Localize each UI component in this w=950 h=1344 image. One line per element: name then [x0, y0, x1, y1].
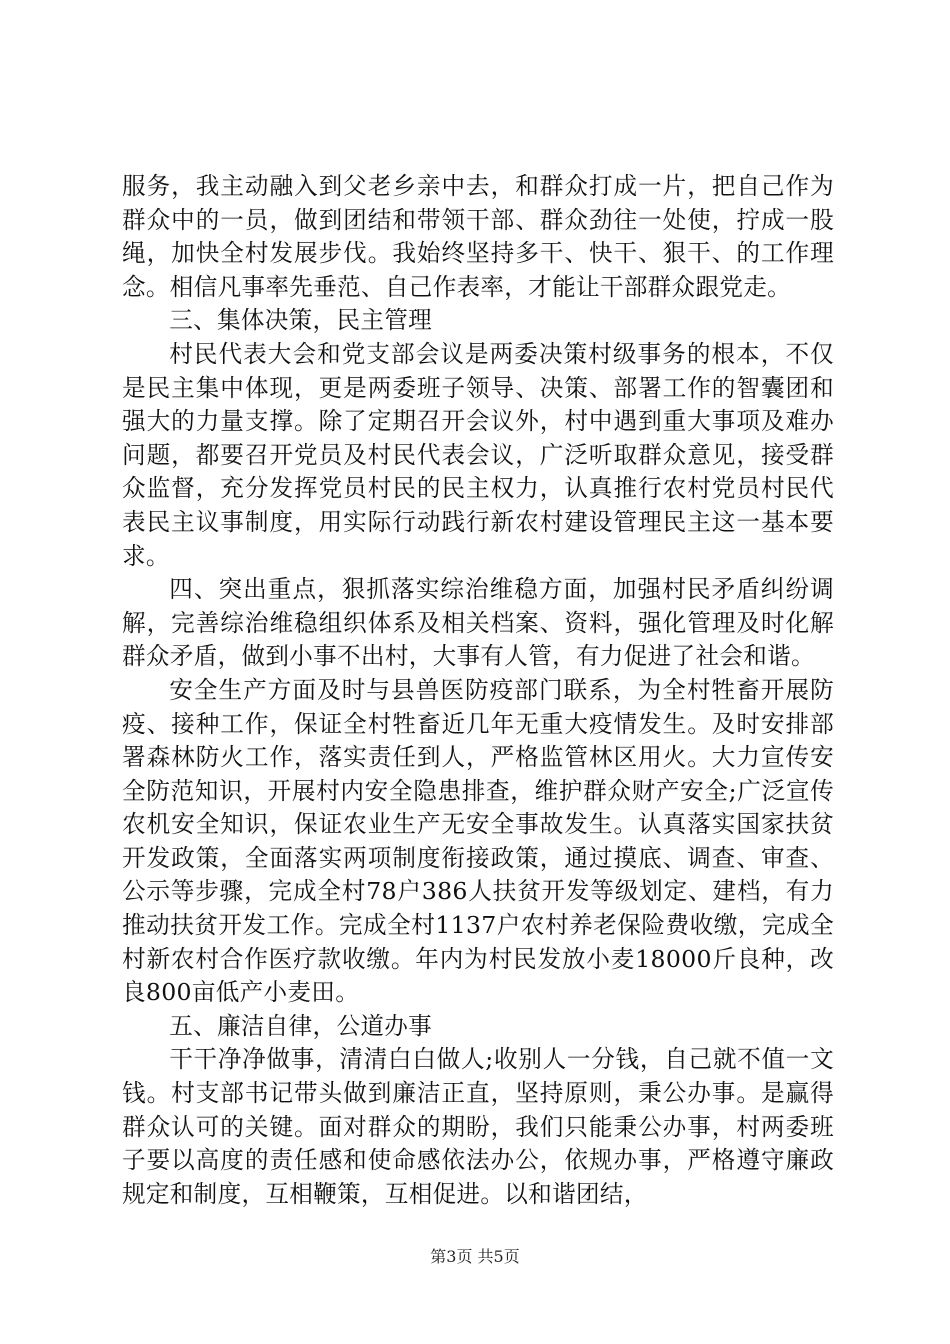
- paragraph: 安全生产方面及时与县兽医防疫部门联系，为全村牲畜开展防疫、接种工作，保证全村牲畜近几年无重大疫情发生。及时安排部署森林防火工作，落实责任到人，严格监管林区用火。大力宣传安全防范知识，开展村内安全隐患排查，维护群众财产安全;广泛宣传农机安全知识，保证农业生产无安全事故发生。认真落实国家扶贫开发政策，全面落实两项制度衔接政策，通过摸底、调查、审查、公示等步骤，完成全村78户386人扶贫开发等级划定、建档，有力推动扶贫开发工作。完成全村1137户农村养老保险费收缴，完成全村新农村合作医疗款收缴。年内为村民发放小麦18000斤良种，改良800亩低产小麦田。: [122, 675, 834, 1007]
- section-heading: 五、廉洁自律，公道办事: [169, 1011, 433, 1040]
- paragraph: 干干净净做事，清清白白做人;收别人一分钱，自己就不值一文钱。村支部书记带头做到廉洁正直，坚持原则，秉公办事。是赢得群众认可的关键。面对群众的期盼，我们只能秉公办事，村两委班子要以高度的责任感和使命感依法办公，依规办事，严格遵守廉政规定和制度，互相鞭策，互相促进。以和谐团结，: [122, 1045, 834, 1208]
- page-footer: 第3页 共5页: [430, 1247, 520, 1266]
- section-heading: 三、集体决策，民主管理: [169, 306, 433, 335]
- document-body: [122, 170, 834, 1211]
- paragraph: 服务，我主动融入到父老乡亲中去，和群众打成一片，把自己作为群众中的一员，做到团结和带领干部、群众劲往一处使，拧成一股绳，加快全村发展步伐。我始终坚持多干、快干、狠干、的工作理念。相信凡事率先垂范、自己作表率，才能让干部群众跟党走。: [122, 172, 834, 301]
- paragraph: 村民代表大会和党支部会议是两委决策村级事务的根本，不仅是民主集中体现，更是两委班子领导、决策、部署工作的智囊团和强大的力量支撑。除了定期召开会议外，村中遇到重大事项及难办问题，都要召开党员及村民代表会议，广泛听取群众意见，接受群众监督，充分发挥党员村民的民主权力，认真推行农村党员村民代表民主议事制度，用实际行动践行新农村建设管理民主这一基本要求。: [122, 339, 834, 570]
- paragraph: 四、突出重点，狠抓落实综治维稳方面，加强村民矛盾纠纷调解，完善综治维稳组织体系及相关档案、资料，强化管理及时化解群众矛盾，做到小事不出村，大事有人管，有力促进了社会和谐。: [122, 575, 834, 671]
